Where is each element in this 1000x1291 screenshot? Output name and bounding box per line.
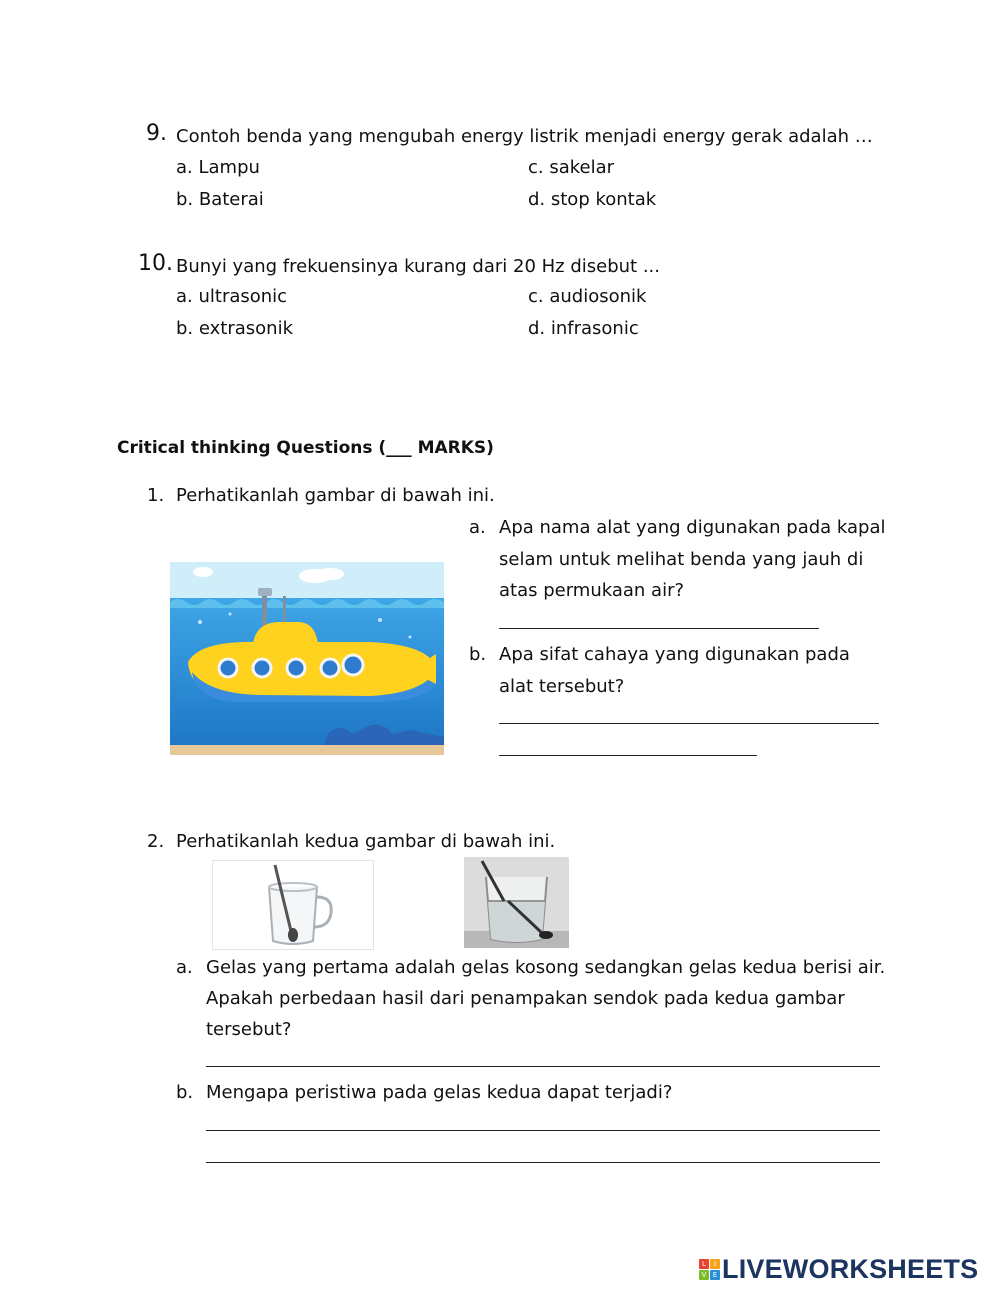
question-9-option-a[interactable]: a. Lampu [176,157,260,178]
brand-block-l: L [699,1259,709,1269]
question-10-text: Bunyi yang frekuensinya kurang dari 20 Hz disebut ... [176,256,660,277]
ct1-text: Perhatikanlah gambar di bawah ini. [176,485,495,506]
empty-glass-with-spoon [213,861,373,949]
ct2-a-answer-line[interactable] [206,1066,880,1067]
question-10-option-a[interactable]: a. ultrasonic [176,286,288,307]
ct1-b-line-2: alat tersebut? [499,676,625,697]
ct2-b-label: b. [176,1082,194,1103]
ct1-a-label: a. [469,517,486,538]
ct1-b-line-1: Apa sifat cahaya yang digunakan pada [499,644,850,665]
brand-block-e: E [710,1270,720,1280]
ct1-a-answer-line[interactable] [499,628,819,629]
section-title: Critical thinking Questions (___ MARKS) [117,438,494,458]
water-glass-with-spoon [464,857,569,948]
question-10-option-d[interactable]: d. infrasonic [528,318,639,339]
ct2-a-line-2: Apakah perbedaan hasil dari penampakan sendok pada kedua gambar [206,988,845,1009]
ct2-a-line-1: Gelas yang pertama adalah gelas kosong sedangkan gelas kedua berisi air. [206,957,886,978]
ct2-a-line-3: tersebut? [206,1019,292,1040]
brand-block-i: I [710,1259,720,1269]
ct2-number: 2. [147,831,165,852]
ct1-b-label: b. [469,644,487,665]
ct2-b-answer-line-2[interactable] [206,1162,880,1163]
water-glass-image [464,857,569,948]
question-10-option-b[interactable]: b. extrasonik [176,318,293,339]
brand-wordmark[interactable]: LIVEWORKSHEETS [722,1254,979,1284]
brand-logo-icon [699,1259,720,1280]
ct2-b-text: Mengapa peristiwa pada gelas kedua dapat terjadi? [206,1082,673,1103]
ct1-b-answer-line-2[interactable] [499,755,757,756]
ct1-number: 1. [147,485,165,506]
question-10-option-c[interactable]: c. audiosonik [528,286,647,307]
ct1-a-line-3: atas permukaan air? [499,580,685,601]
ct2-b-answer-line-1[interactable] [206,1130,880,1131]
question-10-number: 10. [138,251,173,276]
ct2-a-label: a. [176,957,193,978]
empty-glass-image [212,860,374,950]
ct1-a-line-2: selam untuk melihat benda yang jauh di [499,549,864,570]
question-9-text: Contoh benda yang mengubah energy listrik menjadi energy gerak adalah … [176,126,873,147]
question-9-option-c[interactable]: c. sakelar [528,157,615,178]
ct2-text: Perhatikanlah kedua gambar di bawah ini. [176,831,556,852]
submarine-image [170,562,444,755]
brand-block-v: V [699,1270,709,1280]
ct1-b-answer-line-1[interactable] [499,723,879,724]
question-9-option-d[interactable]: d. stop kontak [528,189,657,210]
question-9-option-b[interactable]: b. Baterai [176,189,264,210]
question-9-number: 9. [146,121,167,146]
submarine-illustration [170,562,444,755]
ct1-a-line-1: Apa nama alat yang digunakan pada kapal [499,517,886,538]
